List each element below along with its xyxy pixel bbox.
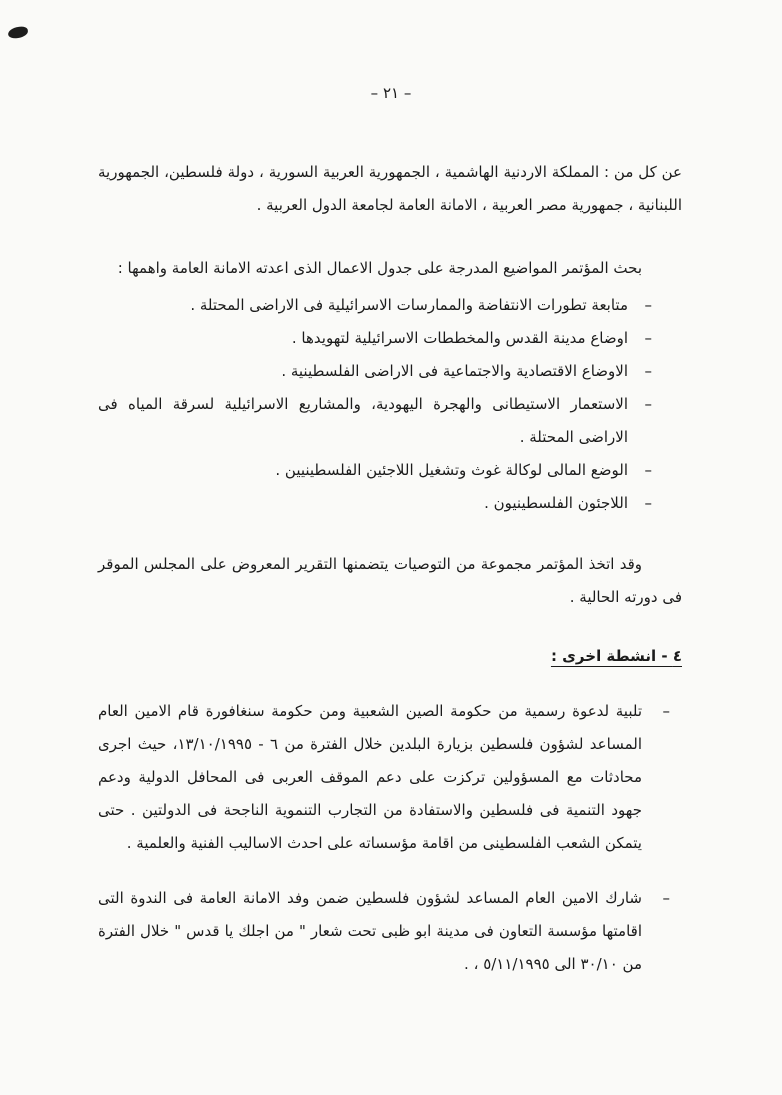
section-heading-text: ٤ - انشطة اخرى : bbox=[550, 647, 682, 665]
topic-item bbox=[98, 487, 652, 520]
bullet-dash-icon: – bbox=[644, 296, 652, 314]
activity-item-text: شارك الامين العام المساعد لشؤون فلسطين ضمن وفد الامانة العامة فى الندوة التى اقامتها مؤسسة التعاون فى مدينة ابو ظبى تحت شعار " من اجلك يا قدس " خلال الفترة من ٣٠/١٠ الى ٥/١١/١٩٩٥ ، . bbox=[98, 889, 642, 973]
topic-item bbox=[98, 388, 652, 454]
activities-list bbox=[98, 695, 682, 981]
paragraph-member-states: عن كل من : المملكة الاردنية الهاشمية ، الجمهورية العربية السورية ، دولة فلسطين، الجمهورية اللبنانية ، جمهورية مصر العربية ، الامانة العامة لجامعة الدول العربية . bbox=[98, 163, 682, 214]
topic-item bbox=[98, 289, 652, 322]
bullet-dash-icon: – bbox=[662, 889, 670, 907]
bullet-dash-icon: – bbox=[644, 362, 652, 380]
bullet-dash-icon: – bbox=[644, 461, 652, 479]
paragraph-recommendations: وقد اتخذ المؤتمر مجموعة من التوصيات يتضمنها التقرير المعروض على المجلس الموقر فى دورته الحالية . bbox=[98, 555, 682, 606]
topic-item bbox=[98, 454, 652, 487]
topic-item-text: الاستعمار الاستيطانى والهجرة اليهودية، والمشاريع الاسرائيلية لسرقة المياه فى الاراضى المحتلة . bbox=[98, 395, 628, 446]
topic-item-text: متابعة تطورات الانتفاضة والممارسات الاسرائيلية فى الاراضى المحتلة . bbox=[190, 296, 628, 314]
activity-item-text: تلبية لدعوة رسمية من حكومة الصين الشعبية ومن حكومة سنغافورة قام الامين العام المساعد لشؤون فلسطين بزيارة البلدين خلال الفترة من ٦ - ١٣/١٠/١٩٩٥، حيث اجرى محادثات مع المسؤولين تركزت على دعم الموقف العربى فى المحافل الدولية ودعم جهود التنمية فى فلسطين والاستفادة من التجارب التنموية الناجحة فى الدولتين . حتى يتمكن الشعب الفلسطينى من اقامة مؤسساته على احدث الاساليب الفنية والعلمية . bbox=[98, 702, 642, 852]
agenda-topics-list bbox=[98, 289, 682, 520]
topic-item bbox=[98, 355, 652, 388]
topic-item bbox=[98, 322, 652, 355]
activity-item bbox=[98, 882, 670, 981]
bullet-dash-icon: – bbox=[644, 329, 652, 347]
topic-item-text: اللاجئون الفلسطينيون . bbox=[484, 494, 628, 512]
topic-item-text: الاوضاع الاقتصادية والاجتماعية فى الاراضى الفلسطينية . bbox=[281, 362, 628, 380]
bullet-dash-icon: – bbox=[644, 494, 652, 512]
section-heading-other-activities bbox=[98, 640, 682, 673]
activity-item bbox=[98, 695, 670, 860]
bullet-dash-icon: – bbox=[644, 395, 652, 413]
paragraph-conference-agenda: بحث المؤتمر المواضيع المدرجة على جدول الاعمال الذى اعدته الامانة العامة واهمها : bbox=[117, 259, 642, 277]
topic-item-text: الوضع المالى لوكالة غوث وتشغيل اللاجئين الفلسطينيين . bbox=[275, 461, 628, 479]
topic-item-text: اوضاع مدينة القدس والمخططات الاسرائيلية لتهويدها . bbox=[291, 329, 628, 347]
bullet-dash-icon: – bbox=[662, 702, 670, 720]
document-content bbox=[0, 156, 782, 981]
page-number: – ٢١ – bbox=[370, 84, 412, 102]
